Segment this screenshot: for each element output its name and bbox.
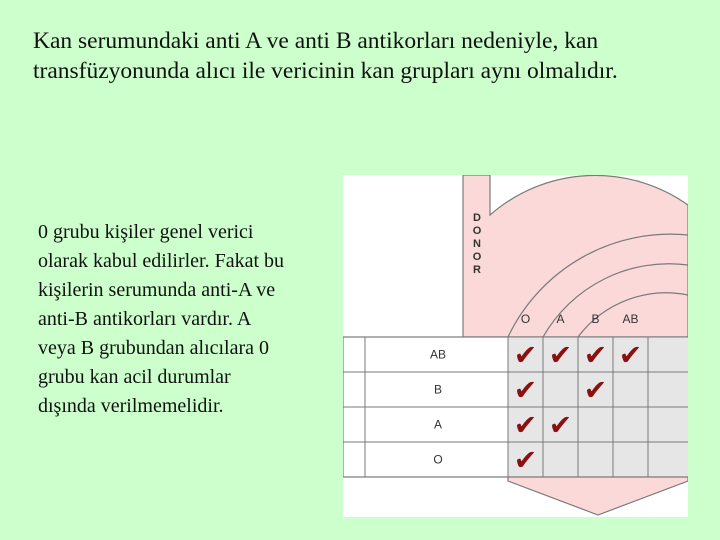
recipient-type-o: O <box>433 452 443 467</box>
intro-text: Kan serumundaki anti A ve anti B antikorları nedeniyle, kan transfüzyonunda alıcı ile vericinin kan grupları aynı olmalıdır. <box>33 28 618 84</box>
recipient-type-a: A <box>433 417 443 432</box>
check-mark: ✔ <box>618 338 643 372</box>
transfusion-compatibility-diagram <box>343 175 688 517</box>
donor-type-ab: AB <box>622 312 639 326</box>
donor-type-a: A <box>556 312 565 326</box>
donor-label <box>473 212 482 276</box>
donor-label-letter: N <box>473 238 481 250</box>
donor-type-b: B <box>591 312 600 326</box>
check-mark: ✔ <box>513 373 538 407</box>
donor-label-letter: D <box>473 212 481 224</box>
donor-label-letter: O <box>472 251 482 263</box>
check-mark: ✔ <box>548 338 573 372</box>
donor-band-outline <box>463 175 688 337</box>
donor-type-o: O <box>520 312 531 326</box>
check-mark: ✔ <box>583 338 608 372</box>
recipient-type-b: B <box>433 382 443 397</box>
check-mark: ✔ <box>583 373 608 407</box>
recipient-type-ab: AB <box>429 347 447 362</box>
donor-label-letter: O <box>472 225 482 237</box>
donor-band <box>463 175 688 337</box>
check-mark: ✔ <box>513 338 538 372</box>
check-mark: ✔ <box>513 408 538 442</box>
compatibility-svg <box>343 175 688 517</box>
donor-label-letter: R <box>473 264 481 276</box>
side-text: 0 grubu kişiler genel verici olarak kabul edilirler. Fakat bu kişilerin serumunda anti-A ve anti-B antikorları vardır. A veya B grubundan alıcılara 0 grubu kan acil durumlar dışında verilmemelidir. <box>38 221 285 417</box>
flow-arrow <box>508 477 688 515</box>
check-mark: ✔ <box>513 443 538 477</box>
check-mark: ✔ <box>548 408 573 442</box>
